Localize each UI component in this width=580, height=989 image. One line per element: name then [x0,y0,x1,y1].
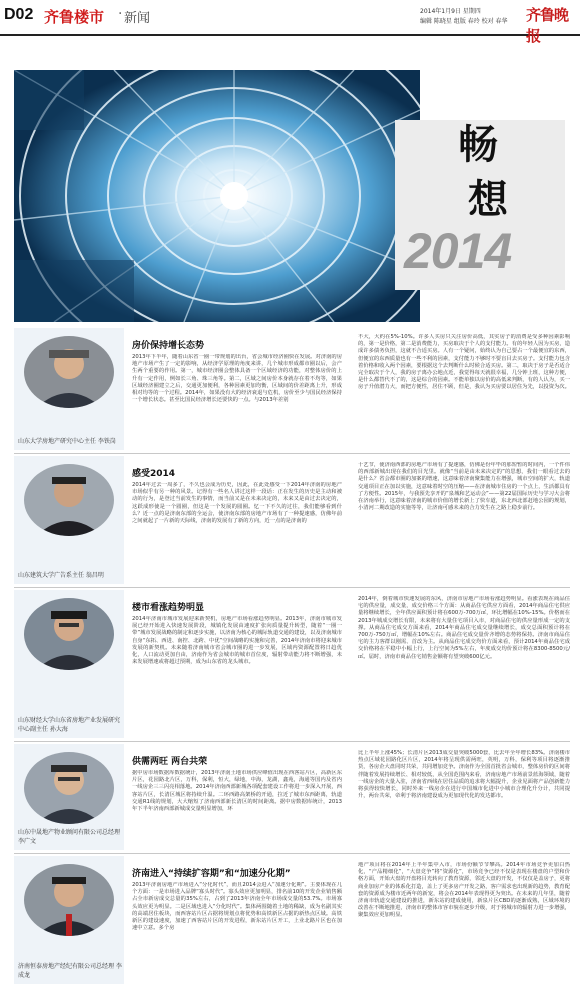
portrait-column [14,456,124,584]
feature-title-year: 2014 [404,223,512,279]
section-divider [14,853,570,854]
portrait-column [14,856,124,984]
article-5 [14,856,570,984]
article-continued: 比上半年上涨45%；长清片区2013成交量突破5000套，比去年全年增长83%。济南楼市热点区域花园路化区片区，2014年将呈现供需两旺，英明，万科，保利等项目将逐渐推货，各房企大盘同时共荣，共同增加竞争。济南作为全国首批省会城市，整体房价的区间将伴随着发展持续增长、相对较低，从全国范围内来看，济南房地产市场前景蓝海领域，随着一线房企的大量入驻，济南省西线在居住品质的追求将大幅提升，企业见面将产品创新能力将获得较快增长，同时外来一线房企在进行中国城市化进中小城市合理化升分计，共同提升，两台共荣，帝利于将济南建设成为更加现代化的发达都市。 [358,750,570,800]
portrait-column [14,328,124,450]
portrait-caption: 济南恒泰房地产经纪有限公司总经理 李成龙 [18,963,122,979]
portrait-photo [24,752,114,824]
feature-title-char-2: 想 [468,176,508,223]
portrait-photo [24,464,114,536]
article-heading: 感受2014 [132,469,176,479]
article-3 [14,590,570,738]
article-2 [14,456,570,584]
article-continued: 地产项目将在2014年上半年集中入市，市场份额节节攀高。2014年市场竞争更加白热化，“产品精细化”，“大盘竞争”将“资源化”，市场竞争已经不仅是表现在楼盘的户型和价格方面，开始大盘的开盘将目光转向了教育资源，邻近大盘的开发，不仅仅是盖房子，更将商业加房产业的体系化打造，盖上了更多房产开发之路，客户需求也出现新的趋势，教育配套的资源成为楼市近两年的新宠，将会在2014年表现得更为突出。在未来的几年里，随着济南市轨道交通建设的推进，新东站的建成使用，新泉片区CBD的逐渐成熟，区域环境的改善在不断地推进，济南市的整体市容市貌在逐步升级，对于将城市的辐射力进一步增强，聚集效应更加明显。 [358,862,570,919]
article-heading: 供需两旺 两台共荣 [132,757,208,767]
hero-image [14,70,420,322]
subsection-title: 新闻 [124,11,151,26]
portrait-caption: 山东大学房地产研究中心主任 李铁岗 [18,438,116,445]
atrium-illustration [14,70,420,322]
page-number: D02 [4,6,34,23]
article-4 [14,744,570,850]
section-separator: · [118,6,123,22]
portrait-photo [24,336,114,408]
article-body: 2014年济南市城市发展迎来新契机，房地产市场看涨趋势明显。2013年，济南市城市发展已经开始进入快速发展阶段，城镇化发展由速度扩张向质量提升转型，随着“一圈一带”城市发展战略的制定和逐步实施，以济南为核心的城际轨道交通的建设，以及济南城市自身“东拓、西进、南控、北跨、中优”空间战略的实施和完善，2014年济南市将迎来城市发展的新契机。未来随着济南城市省会城市圈的进一步发展，区域内资源配置将日趋优化，人口流动更加自由，济南作为省会城市的城市首位度，辐射带动能力将不断增强，未来发展增速或将超过预期，成为山东省的龙头城市。 [132,616,342,666]
article-body: 2013年济南房地产市场进入“分化时代”，而且2014会进入“加速分化期”。主要体现在几个方面：一是市场进入品牌“寡头时代”。寡头效应更加明显，排名前10的开发企业销售额占全市新房成交总量的35%左右，占到了2013年济南全年市场成交量的53.7%。市场寡头效应更为明显。二是区域也进入“分化时代”。集体两围随着土地的稀缺，成为名副其实的高端居住板块，而西客站片区占据将规划点将优势和高铁新区占据的新热点区域。高铁新区的建设速度，加速了西客站片区的开发进程，新东站片区开工，上业北路片区也在加速中立意。多个房 [132,882,342,932]
portrait-caption: 山东财经大学山东省房地产业发展研究中心副主任 孙大海 [18,717,121,733]
editor-credits: 编辑 陈晓星 组版 春玲 校对 春华 [420,18,508,25]
article-body: 2014年过去一周多了，不久也会成为历史，因此，在此处感受一下2014年济南的房地产市场似乎有另一种的风景。记得有一些名人讲过这样一段话：正在发生的历史是主动和被动的行为，是登过当前发生的事情，而当前又是在未来决定的，未来又是由过去决定的，这跃成形使是一个圆圈，但这是一个发展的圆圈。忆一下不久的过往，我们能够看到什么？近一点的是济南东部的全运会，使济南东部的房地产市场有了一种提速感，仿佛年前之间就起了一片新的天际线，济南的发展有了新的方向，近一点的是济南的 [132,482,342,525]
article-1 [14,328,570,450]
section-title: 齐鲁楼市 [44,8,105,26]
article-heading: 济南进入“持续扩容期”和“加速分化期” [132,869,291,879]
article-heading: 房价保持增长态势 [132,341,205,351]
portrait-column [14,590,124,738]
portrait-photo [24,598,114,670]
masthead [0,0,580,45]
article-body: 2013年下半年，随着山东省一圈一带规划的出台，省会城市经济圈快在发展。对济南的房地产市场产生了一定的影响，从经济学原理的角度来讲，几个城市形成都市圈以后，会产生两个重要的作用。第一，城市经济圈会整体具备一个区域经济的功能，对整体房价的上升有一定作用，例如长三角、珠三角等。第二，区域之间房价本身就存在着不均等，如果区域经济圈建立之后，交通更加便利，各种因素更加均衡，区域间的价差距离上升，形成相对均等的一个过程。2014年，如果没有大的经济衰退与危机，房价至少与国民经济保持一个增长状态。甚至比国民经济增长还要快的一点。与2013年差别 [132,354,342,404]
article-continued: 2014年，倒着城市快速发展的东风，济南市房地产市场看涨趋势明显。看涨表现在商品住宅的供应量，成交量，成交价格三个方面：从商品住宅供应方面看，2014年商品住宅供应量将继续增长，全年供应面积预计将在600万-700万㎡，环比增幅在10%-15%。价格而在2013年城成交增长有限，未来将有大量住宅项目入市，对商品住宅的供应量形成一定的支撑。从商品住宅成交方面来看，2014年商品住宅成交量继续增长，成交总面积预计将在700万-750万㎡，增幅在10%左右。商品住宅成交量价齐增的态势将保持。济南市商品住宅的主力客群以刚需、首改为主。从商品住宅成交均价方面来看，预计2014年商品住宅成交价格将在平稳中小幅上行，上行空间为5%左右，年度成交均价预计将在8300-8500元/㎡。届时，济南市商品住宅销售金额将有望突破600亿元。 [358,596,570,660]
section-divider [14,453,570,454]
portrait-column [14,744,124,850]
portrait-caption: 山东建筑大学广告系主任 翁昌明 [18,572,104,579]
article-continued: 十艺节，使济南西部的房地产市场有了提速感，仿佛是份年毕的那短暂的时间内，一个件伟的西部新城出现在我们的目光里。就像“当前是由未来决定的”的思想，我们一眼看过去的是什么？省会都市圈的加案的增速，这意味着济南聚集能力在增强，城市空间的扩大，轨道交通项目正在加以实施，这意味着时空的压缩——在济南城市住房的一个点上，生活都具有了方便性。2015年，与我预先享开的“泉城和艺运动会”——第22届国际历史与学习大会将在济南举行，这意味着济南的城市价值的增长新上了快车道，东北西北部赶地公园的规划，小清河二期改造的实施等等，让济南可感未来的合力发生在之路上稳步前行。 [358,462,570,512]
section-divider [14,587,570,588]
issue-date: 2014年1月9日 星期四 [420,8,481,15]
article-continued: 不大，大约在5%-10%。许多人买房只关注房价高低，其实房子的消费是受多种因素影响的，第一是价格，第二是消费能力，买房取决于个人的支付能力。有的年轻人因为买房，造成许多债务负担，这就不合适买房。人有一个疑问，始终认为自己要占一个最便宜的东西，但便宜的东西质量也有一些不利的因素，支付能力不够时不要盲目去买房子。支付能力包含着价格和收入两个因素，要根据这个去判断什么时候合适买房。第二，取决于房子是否适合完全取决于个人，我的房子离办公地点近，我觉得每天就很幸福，几分钟上班，这种方便，是什么都替代不了的，这是综合的因素。不能单独以房价的高低来判断，有的人认为，买一房子升值潜力大，而把方便性，居住不顾，但是，我认为买房要以居住为先，以投资为次。 [358,334,570,391]
feature-title-char-1: 畅 [458,121,498,168]
portrait-caption: 山东中晟地产物业顾问有限公司总经理 李广文 [18,829,121,845]
section-divider [14,741,570,742]
newspaper-logo: 齐鲁晚报 [526,6,569,45]
article-body: 据中房市场数据库数据统计，2013年济南土地市场供应峰值出现在西客站片区，高新区东片区，花园路北片区，万科，保利，恒大，绿地，中海，龙湖，鑫苑，海通等国内及省内一线房企三三闪亮相落地。2014年济南西部新城各项配套建设工作将进一步深入开展，西客站片区，长清区城区将持续升温。二环西路高架桥的开通，拉近了城市东西距离，轨道交通R1线的规划，大大缩短了济南西部新长清区的时间距离。据中房数据库统计，2013年下半年济南西部新城成交量明显增加，环 [132,770,342,813]
article-heading: 楼市看涨趋势明显 [132,603,205,613]
portrait-photo [24,864,114,936]
